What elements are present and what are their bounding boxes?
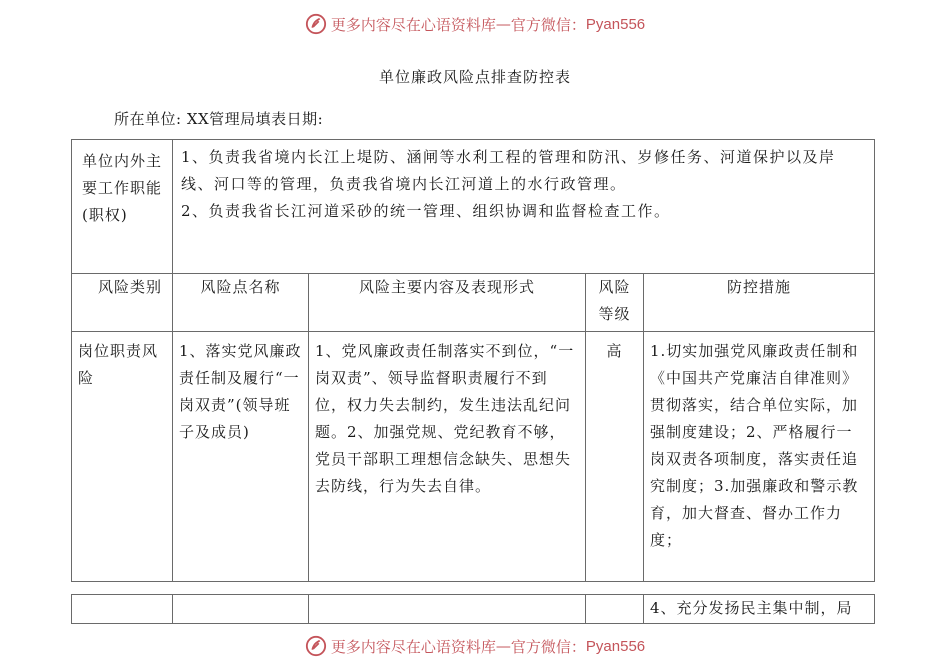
cont-cell-content <box>309 595 586 624</box>
banner-wechat-id: Pyan556 <box>585 15 646 33</box>
document-title: 单位廉政风险点排查防控表 <box>378 68 571 86</box>
duties-row <box>72 140 875 274</box>
table-header-row <box>72 274 875 332</box>
header-level: 风险等级 <box>586 274 644 332</box>
banner-wechat-id: Pyan556 <box>585 637 646 655</box>
continuation-row <box>72 595 875 624</box>
unit-line: 所在单位: XX管理局填表日期: <box>114 110 324 128</box>
header-point: 风险点名称 <box>173 274 309 332</box>
continuation-table <box>71 594 875 624</box>
banner-text: 更多内容尽在心语资料库 <box>330 15 496 34</box>
table-row <box>72 332 875 582</box>
cell-content: 1、党风廉政责任制落实不到位，“一岗双责”、领导监督职责履行不到位，权力失去制约，发生违法乱纪问题。2、加强党规、党纪教育不够，党员干部职工理想信念缺失、思想失去防线，行为失去自律。 <box>309 332 586 582</box>
banner-wechat-label: 官方微信： <box>510 637 586 656</box>
header-content: 风险主要内容及表现形式 <box>309 274 586 332</box>
duties-label: 单位内外主要工作职能(职权) <box>72 140 173 274</box>
cell-measures: 1.切实加强党风廉政责任制和《中国共产党廉洁自律准则》贯彻落实，结合单位实际，加强制度建设；2、严格履行一岗双责各项制度，落实责任追究制度；3.加强廉政和警示教育，加大督查、督办工作力度； <box>644 332 875 582</box>
banner-separator: — <box>495 15 511 33</box>
brand-logo-icon <box>305 635 327 657</box>
cont-cell-measures: 4、充分发扬民主集中制，局 <box>644 595 875 624</box>
cont-cell-category <box>72 595 173 624</box>
header-category: 风险类别 <box>72 274 173 332</box>
banner-wechat-label: 官方微信： <box>510 15 586 34</box>
cell-category: 岗位职责风险 <box>72 332 173 582</box>
risk-table <box>71 139 875 582</box>
cell-point: 1、落实党风廉政责任制及履行“一岗双责”(领导班子及成员) <box>173 332 309 582</box>
cont-cell-point <box>173 595 309 624</box>
banner-separator: — <box>495 637 511 655</box>
cont-cell-level <box>586 595 644 624</box>
duty-item: 2、负责我省长江河道采砂的统一管理、组织协调和监督检查工作。 <box>181 202 671 220</box>
brand-logo-icon <box>305 13 327 35</box>
banner-text: 更多内容尽在心语资料库 <box>330 637 496 656</box>
top-banner <box>0 12 950 36</box>
bottom-banner <box>0 634 950 658</box>
duties-content <box>173 140 875 274</box>
duty-item: 1、负责我省境内长江上堤防、涵闸等水利工程的管理和防汛、岁修任务、河道保护以及岸线、河口等的管理，负责我省境内长江河道上的水行政管理。 <box>181 148 836 193</box>
header-measures: 防控措施 <box>644 274 875 332</box>
cell-level: 高 <box>586 332 644 582</box>
